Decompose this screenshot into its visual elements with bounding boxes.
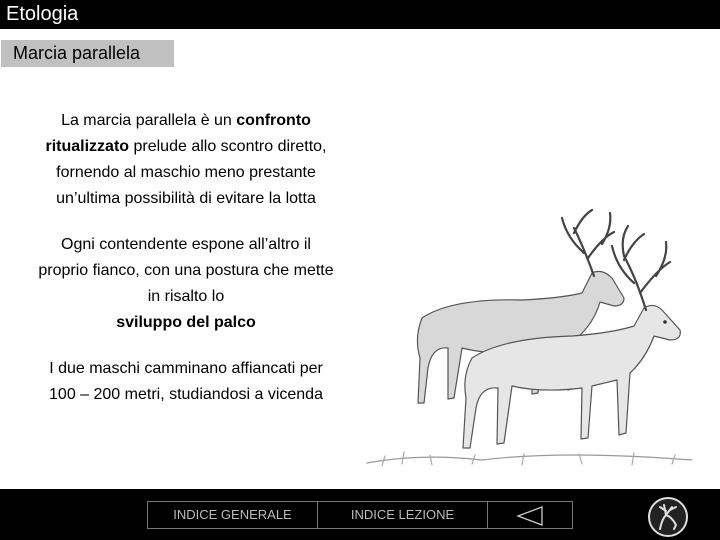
content-text (36, 108, 336, 428)
deer-logo-icon[interactable] (646, 495, 690, 539)
paragraph-1-text-end: prelude allo scontro diretto, fornendo al maschio meno prestante un’ultima possibilità di evitare la lotta (56, 138, 327, 207)
paragraph-3-text: I due maschi camminano affiancati per 100 – 200 metri, studiandosi a vicenda (49, 360, 323, 403)
header-bar (0, 0, 720, 29)
paragraph-2-text: Ogni contendente espone all’altro il proprio fianco, con una postura che mette in risalto lo (38, 236, 334, 305)
paragraph-1-text: La marcia parallela è un (61, 112, 237, 129)
paragraph-2 (36, 232, 336, 336)
footer-bar (0, 489, 720, 540)
triangle-left-icon (510, 504, 550, 528)
paragraph-1-bold: confronto ritualizzato (45, 112, 311, 155)
page-title: Etologia (6, 3, 79, 25)
section-title: Marcia parallela (1, 40, 174, 67)
lesson-index-button[interactable]: INDICE LEZIONE (317, 501, 488, 529)
paragraph-1 (36, 108, 336, 212)
general-index-button[interactable]: INDICE GENERALE (147, 501, 318, 529)
paragraph-3 (36, 356, 336, 408)
deer-illustration (362, 198, 702, 478)
paragraph-2-bold: sviluppo del palco (116, 314, 256, 331)
back-button[interactable] (487, 501, 573, 529)
